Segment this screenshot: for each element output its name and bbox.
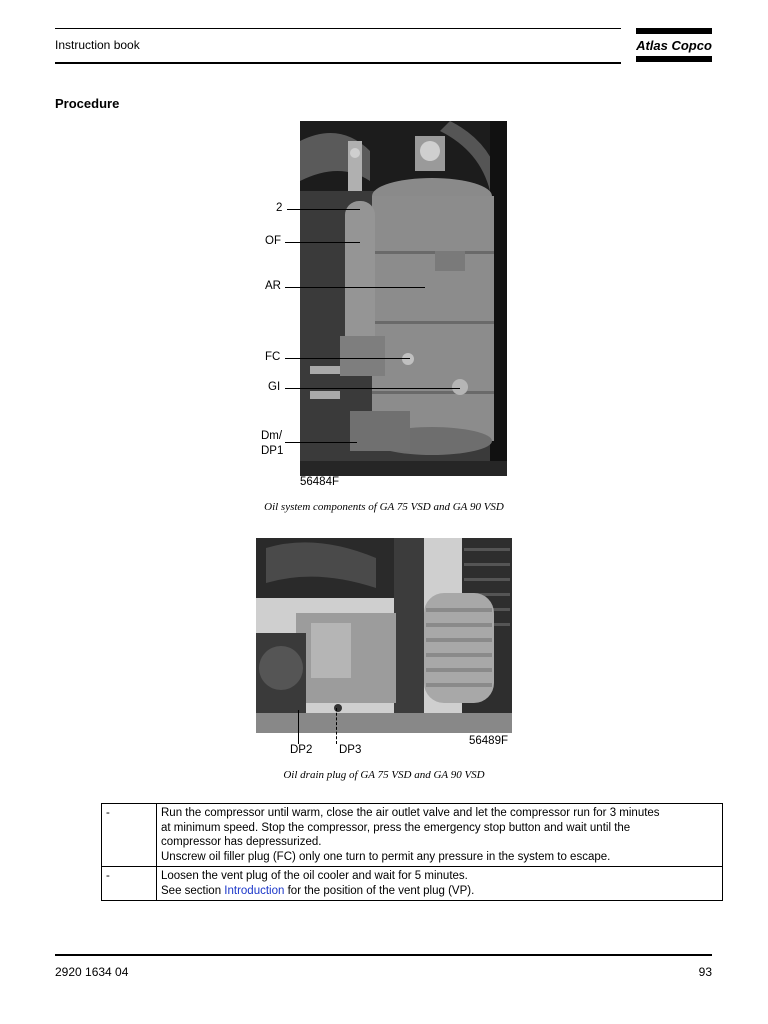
footer-rule (55, 954, 712, 956)
introduction-link[interactable]: Introduction (224, 884, 285, 897)
figure-caption: Oil system components of GA 75 VSD and GA 90 VSD (264, 501, 504, 513)
oil-system-photo (300, 121, 507, 476)
step-text-post: for the position of the vent plug (VP). (284, 884, 475, 897)
callout-ar: AR (265, 280, 281, 292)
step-line: compressor has depressurized. (161, 836, 322, 848)
step-text-pre: See section (161, 884, 225, 897)
leader-line (336, 708, 338, 744)
callout-dp1: DP1 (261, 445, 284, 457)
header-bottom-rule (55, 62, 621, 64)
table-row (102, 804, 723, 867)
leader-line (285, 242, 360, 243)
step-marker: - (102, 867, 157, 901)
callout-gi: GI (268, 381, 281, 393)
callout-dp2: DP2 (290, 744, 313, 756)
leader-line (285, 358, 410, 359)
figure-caption: Oil drain plug of GA 75 VSD and GA 90 VSD (283, 769, 485, 781)
leader-line (285, 287, 425, 288)
header-top-rule (55, 28, 621, 29)
step-line: Loosen the vent plug of the oil cooler and wait for 5 minutes. (161, 870, 468, 882)
page-number: 93 (698, 965, 712, 979)
atlas-copco-logo (636, 28, 712, 62)
figure-code: 56489F (469, 735, 509, 747)
table-row (102, 867, 723, 901)
callout-2: 2 (276, 202, 283, 214)
svg-text:Atlas Copco: Atlas Copco (636, 38, 712, 53)
step-line: Unscrew oil filler plug (FC) only one turn to permit any pressure in the system to escape. (161, 850, 611, 863)
step-line (161, 884, 718, 899)
step-marker: - (102, 804, 157, 867)
callout-of: OF (265, 235, 281, 247)
callout-dp3: DP3 (339, 744, 362, 756)
leader-line (287, 209, 360, 210)
step-text (157, 804, 723, 867)
doc-number: 2920 1634 04 (55, 965, 129, 979)
figure-code: 56484F (300, 476, 340, 488)
header-title: Instruction book (55, 38, 140, 52)
leader-line (298, 710, 299, 744)
step-text (157, 867, 723, 901)
step-line: Run the compressor until warm, close the air outlet valve and let the compressor run for 3 minutes (161, 807, 660, 819)
leader-line (285, 442, 357, 443)
step-line: at minimum speed. Stop the compressor, press the emergency stop button and wait until the (161, 821, 631, 834)
leader-line (285, 388, 460, 389)
section-heading: Procedure (55, 96, 120, 111)
procedure-table (101, 803, 723, 901)
callout-dm: Dm/ (261, 430, 283, 442)
oil-drain-plug-photo (256, 538, 512, 733)
callout-fc: FC (265, 351, 281, 363)
